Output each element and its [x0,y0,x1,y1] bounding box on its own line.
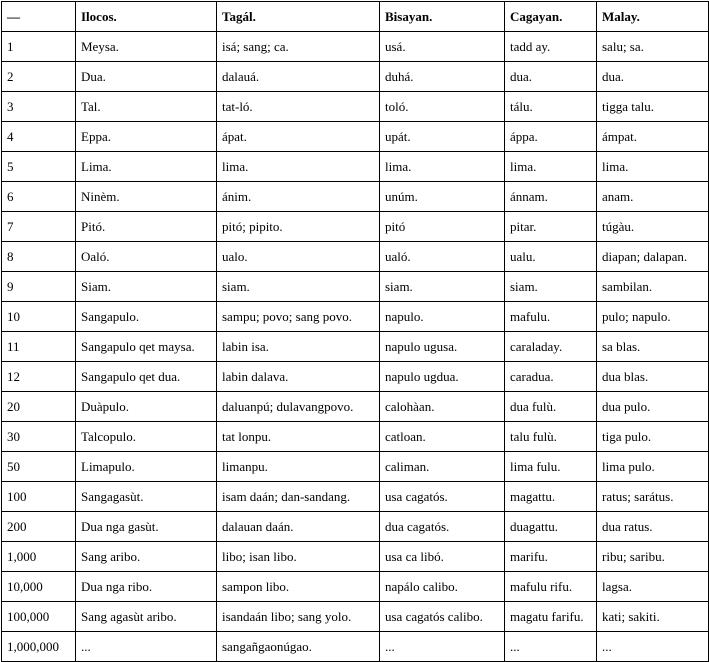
malay-cell: lagsa. [597,572,709,602]
table-body [2,32,709,662]
table-row [2,422,709,452]
table-row [2,632,709,662]
cagayan-cell: mafulu rifu. [505,572,597,602]
malay-cell: ámpat. [597,122,709,152]
tagal-cell: libo; isan libo. [217,542,380,572]
tagal-cell: isandaán libo; sang yolo. [217,602,380,632]
table-row [2,302,709,332]
malay-cell: pulo; napulo. [597,302,709,332]
malay-cell: ratus; sarátus. [597,482,709,512]
header-cagayan: Cagayan. [505,2,597,32]
cagayan-cell: magattu. [505,482,597,512]
bisayan-cell: upát. [380,122,505,152]
table-row [2,272,709,302]
bisayan-cell: pitó [380,212,505,242]
ilocos-cell: Talcopulo. [76,422,217,452]
ilocos-cell: Oaló. [76,242,217,272]
number-cell: 9 [2,272,76,302]
number-cell: 7 [2,212,76,242]
ilocos-cell: Duàpulo. [76,392,217,422]
cagayan-cell: áppa. [505,122,597,152]
ilocos-cell: Dua nga ribo. [76,572,217,602]
table-row [2,572,709,602]
tagal-cell: dalauá. [217,62,380,92]
tagal-cell: isá; sang; ca. [217,32,380,62]
malay-cell: lima. [597,152,709,182]
bisayan-cell: calohàan. [380,392,505,422]
bisayan-cell: napulo ugdua. [380,362,505,392]
bisayan-cell: usa cagatós calibo. [380,602,505,632]
cagayan-cell: duagattu. [505,512,597,542]
number-cell: 50 [2,452,76,482]
malay-cell: lima pulo. [597,452,709,482]
bisayan-cell: usá. [380,32,505,62]
number-cell: 10 [2,302,76,332]
malay-cell: sa blas. [597,332,709,362]
table-row [2,62,709,92]
ilocos-cell: Tal. [76,92,217,122]
number-cell: 100 [2,482,76,512]
number-cell: 5 [2,152,76,182]
malay-cell: tiga pulo. [597,422,709,452]
cagayan-cell: ualu. [505,242,597,272]
table-row [2,512,709,542]
table-row [2,122,709,152]
bisayan-cell: napulo ugusa. [380,332,505,362]
bisayan-cell: siam. [380,272,505,302]
tagal-cell: tat lonpu. [217,422,380,452]
tagal-cell: siam. [217,272,380,302]
number-cell: 100,000 [2,602,76,632]
number-cell: 11 [2,332,76,362]
bisayan-cell: caliman. [380,452,505,482]
cagayan-cell: tadd ay. [505,32,597,62]
tagal-cell: dalauan daán. [217,512,380,542]
ilocos-cell: Dua. [76,62,217,92]
ilocos-cell: Sang aribo. [76,542,217,572]
ilocos-cell: Eppa. [76,122,217,152]
table-row [2,152,709,182]
number-cell: 3 [2,92,76,122]
cagayan-cell: caradua. [505,362,597,392]
cagayan-cell: lima. [505,152,597,182]
tagal-cell: sampon libo. [217,572,380,602]
tagal-cell: tat-ló. [217,92,380,122]
table-row [2,362,709,392]
ilocos-cell: Pitó. [76,212,217,242]
malay-cell: kati; sakiti. [597,602,709,632]
ilocos-cell: Sangagasùt. [76,482,217,512]
bisayan-cell: toló. [380,92,505,122]
cagayan-cell: ... [505,632,597,662]
cagayan-cell: talu fulù. [505,422,597,452]
tagal-cell: ápat. [217,122,380,152]
table-row [2,212,709,242]
ilocos-cell: Meysa. [76,32,217,62]
table-row [2,32,709,62]
bisayan-cell: usa cagatós. [380,482,505,512]
tagal-cell: labin dalava. [217,362,380,392]
header-row [2,2,709,32]
bisayan-cell: ualó. [380,242,505,272]
number-cell: 6 [2,182,76,212]
table-row [2,92,709,122]
malay-cell: dua pulo. [597,392,709,422]
ilocos-cell: Sangapulo qet maysa. [76,332,217,362]
ilocos-cell: Dua nga gasùt. [76,512,217,542]
ilocos-cell: Lima. [76,152,217,182]
malay-cell: sambilan. [597,272,709,302]
tagal-cell: pitó; pipito. [217,212,380,242]
malay-cell: tigga talu. [597,92,709,122]
cagayan-cell: magatu farifu. [505,602,597,632]
malay-cell: dua blas. [597,362,709,392]
cagayan-cell: lima fulu. [505,452,597,482]
number-cell: 1,000,000 [2,632,76,662]
bisayan-cell: duhá. [380,62,505,92]
tagal-cell: daluanpú; dulavangpovo. [217,392,380,422]
number-cell: 10,000 [2,572,76,602]
malay-cell: dua ratus. [597,512,709,542]
bisayan-cell: dua cagatós. [380,512,505,542]
cagayan-cell: ánnam. [505,182,597,212]
malay-cell: anam. [597,182,709,212]
malay-cell: salu; sa. [597,32,709,62]
cagayan-cell: siam. [505,272,597,302]
header-number: — [2,2,76,32]
numerals-table [1,1,709,662]
malay-cell: ribu; saribu. [597,542,709,572]
cagayan-cell: dua. [505,62,597,92]
header-ilocos: Ilocos. [76,2,217,32]
header-bisayan: Bisayan. [380,2,505,32]
malay-cell: diapan; dalapan. [597,242,709,272]
tagal-cell: sangañgaonúgao. [217,632,380,662]
number-cell: 2 [2,62,76,92]
ilocos-cell: Sangapulo qet dua. [76,362,217,392]
number-cell: 30 [2,422,76,452]
tagal-cell: isam daán; dan-sandang. [217,482,380,512]
table-row [2,452,709,482]
number-cell: 8 [2,242,76,272]
header-tagal: Tagál. [217,2,380,32]
table-row [2,242,709,272]
cagayan-cell: pitar. [505,212,597,242]
table-row [2,392,709,422]
ilocos-cell: Ninèm. [76,182,217,212]
ilocos-cell: Sangapulo. [76,302,217,332]
malay-cell: túgàu. [597,212,709,242]
tagal-cell: sampu; povo; sang povo. [217,302,380,332]
tagal-cell: ánim. [217,182,380,212]
tagal-cell: ualo. [217,242,380,272]
number-cell: 1,000 [2,542,76,572]
bisayan-cell: lima. [380,152,505,182]
malay-cell: ... [597,632,709,662]
ilocos-cell: Siam. [76,272,217,302]
header-malay: Malay. [597,2,709,32]
cagayan-cell: mafulu. [505,302,597,332]
bisayan-cell: napulo. [380,302,505,332]
bisayan-cell: catloan. [380,422,505,452]
ilocos-cell: Limapulo. [76,452,217,482]
bisayan-cell: napálo calibo. [380,572,505,602]
number-cell: 20 [2,392,76,422]
bisayan-cell: usa ca libó. [380,542,505,572]
number-cell: 200 [2,512,76,542]
table-row [2,602,709,632]
tagal-cell: limanpu. [217,452,380,482]
table-row [2,332,709,362]
tagal-cell: labin isa. [217,332,380,362]
bisayan-cell: ... [380,632,505,662]
tagal-cell: lima. [217,152,380,182]
ilocos-cell: ... [76,632,217,662]
malay-cell: dua. [597,62,709,92]
table-row [2,482,709,512]
ilocos-cell: Sang agasùt aribo. [76,602,217,632]
table-row [2,182,709,212]
number-cell: 1 [2,32,76,62]
cagayan-cell: dua fulù. [505,392,597,422]
cagayan-cell: tálu. [505,92,597,122]
number-cell: 12 [2,362,76,392]
cagayan-cell: caraladay. [505,332,597,362]
table-row [2,542,709,572]
number-cell: 4 [2,122,76,152]
bisayan-cell: unúm. [380,182,505,212]
cagayan-cell: marifu. [505,542,597,572]
